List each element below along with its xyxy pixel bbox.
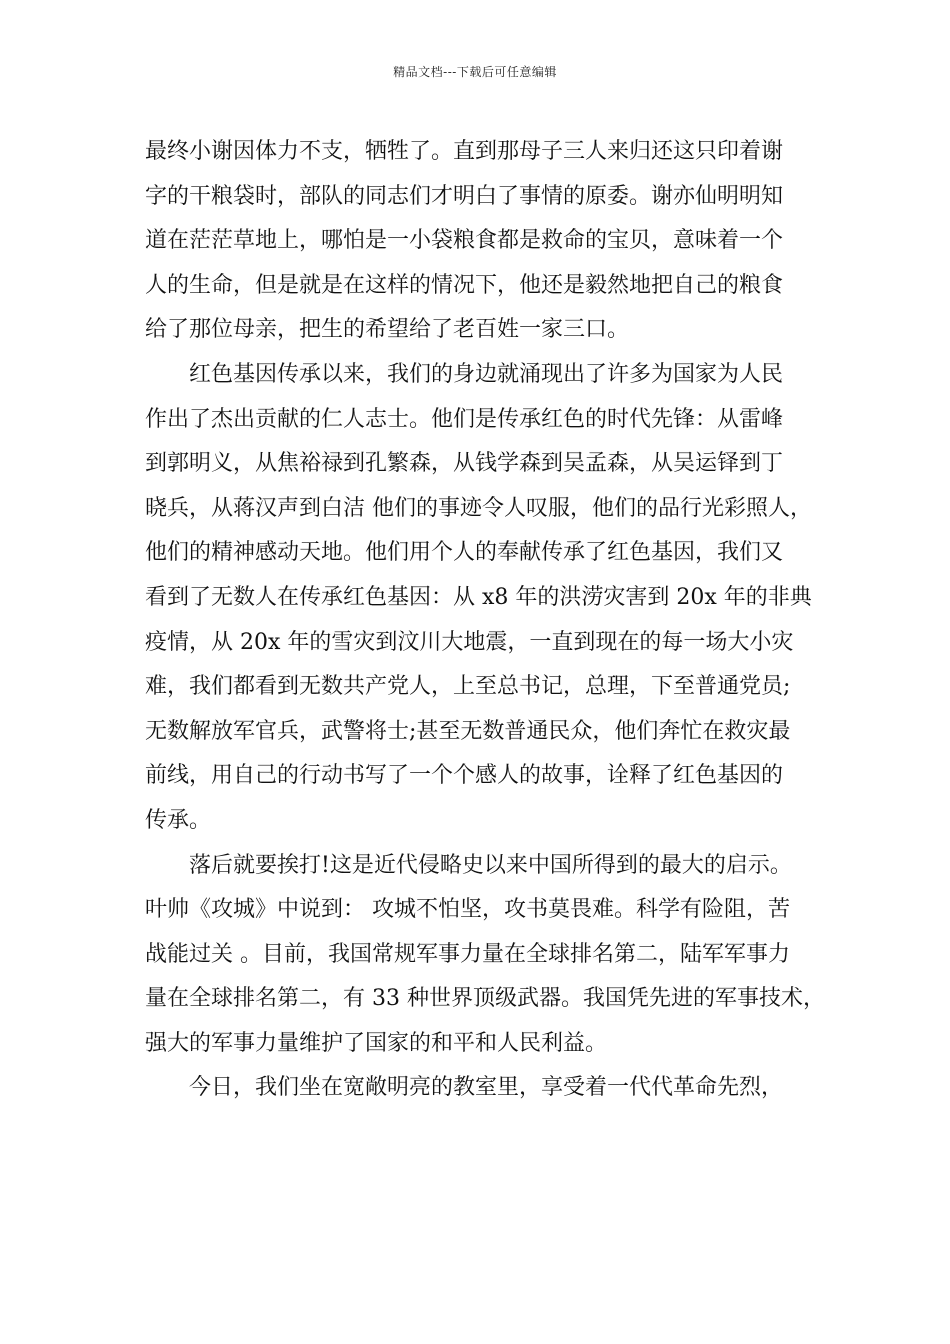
text-line: 道在茫茫草地上，哪怕是一小袋粮食都是救命的宝贝，意味着一个 [145,228,784,254]
text-line: 战能过关 。目前，我国常规军事力量在全球排名第二，陆军军事力 [145,941,790,967]
text-line: 今日，我们坐在宽敞明亮的教室里，享受着一代代革命先烈， [145,1075,784,1101]
text-line: 看到了无数人在传承红色基因：从 x8 年的洪涝灾害到 20x 年的非典 [145,584,812,610]
text-line: 到郭明义，从焦裕禄到孔繁森，从钱学森到吴孟森，从吴运铎到丁 [145,451,784,477]
page-header: 精品文档---下载后可任意编辑 [393,65,557,79]
text-line: 量在全球排名第二，有 33 种世界顶级武器。我国凭先进的军事技术， [145,986,825,1012]
text-line: 强大的军事力量维护了国家的和平和人民利益。 [145,1030,608,1056]
text-line: 难，我们都看到无数共产党人，上至总书记，总理，下至普通党员; [145,674,791,700]
text-line: 红色基因传承以来，我们的身边就涌现出了许多为国家为人民 [145,361,784,387]
document-body [145,130,825,1111]
text-line: 字的干粮袋时，部队的同志们才明白了事情的原委。谢亦仙明明知 [145,183,784,209]
text-line: 给了那位母亲，把生的希望给了老百姓一家三口。 [145,317,630,343]
text-line: 前线，用自己的行动书写了一个个感人的故事，诠释了红色基因的 [145,763,784,789]
text-line: 无数解放军官兵，武警将士;甚至无数普通民众，他们奔忙在救灾最 [145,718,791,744]
text-line: 叶帅《攻城》中说到： 攻城不怕坚，攻书莫畏难。科学有险阻，苦 [145,897,790,923]
text-line: 落后就要挨打!这是近代侵略史以来中国所得到的最大的启示。 [145,852,792,878]
text-line: 疫情，从 20x 年的雪灾到汶川大地震，一直到现在的每一场大小灾 [145,629,794,655]
text-line: 晓兵，从蒋汉声到白洁 他们的事迹令人叹服，他们的品行光彩照人， [145,495,812,521]
text-line: 最终小谢因体力不支，牺牲了。直到那母子三人来归还这只印着谢 [145,139,784,164]
text-line: 他们的精神感动天地。他们用个人的奉献传承了红色基因，我们又 [145,540,784,566]
text-line: 传承。 [145,807,212,833]
text-line: 作出了杰出贡献的仁人志士。他们是传承红色的时代先锋：从雷峰 [145,406,784,432]
text-line: 人的生命，但是就是在这样的情况下，他还是毅然地把自己的粮食 [145,272,784,298]
